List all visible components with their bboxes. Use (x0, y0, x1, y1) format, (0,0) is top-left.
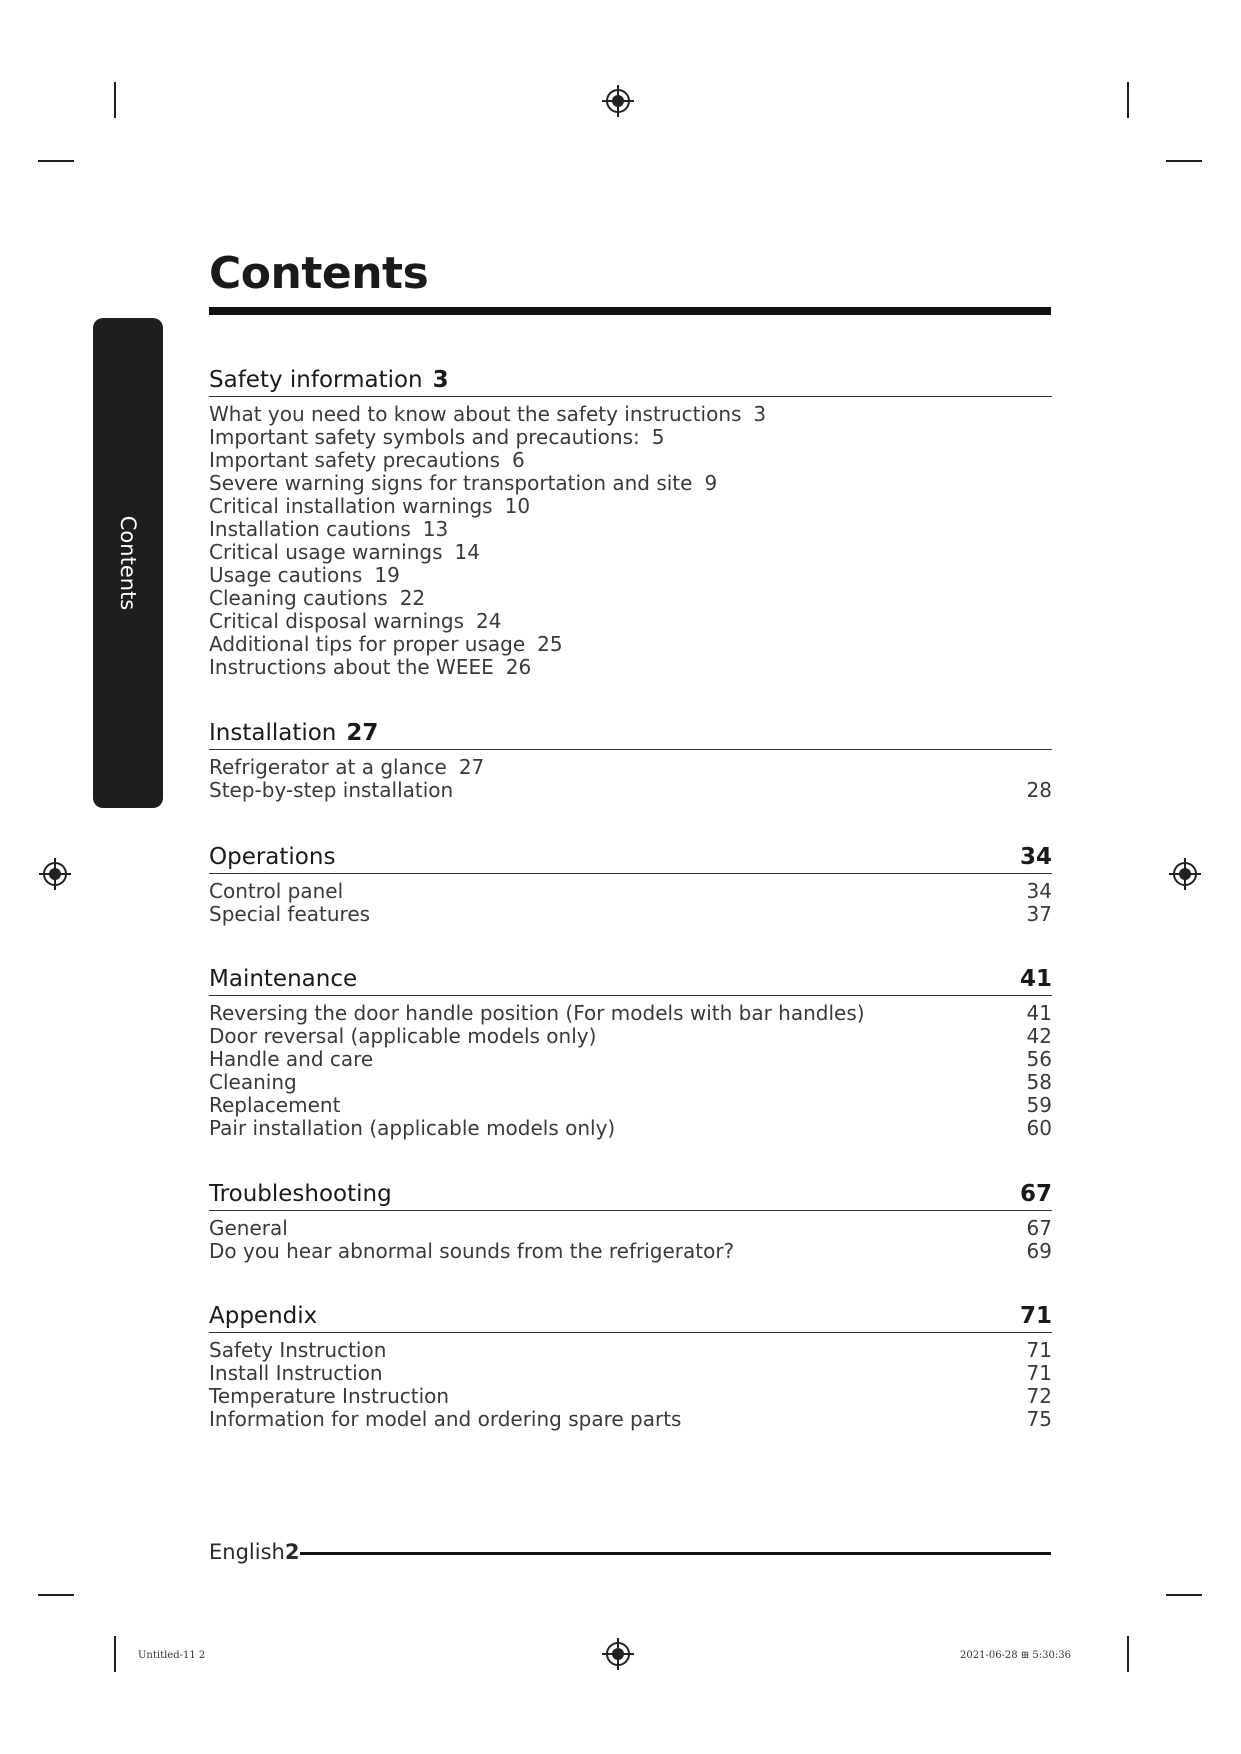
toc-section (209, 839, 1052, 926)
toc-entry[interactable] (209, 1117, 1052, 1140)
toc-entry-page: 10 (504, 494, 531, 518)
toc-entry-label: Usage cautions (209, 563, 363, 587)
toc-entry[interactable] (209, 541, 1052, 564)
toc-entry-page: 28 (1026, 778, 1052, 802)
toc-entry-page: 14 (454, 540, 480, 564)
toc-entry-page: 22 (399, 586, 426, 610)
toc-entry-label: Severe warning signs for transportation and site (209, 471, 693, 495)
toc-entry-page: 42 (1026, 1024, 1052, 1048)
section-items (209, 880, 1052, 926)
toc-entry-label: Step-by-step installation (209, 778, 454, 802)
toc-entry[interactable] (209, 449, 1052, 472)
toc-entry-page: 25 (537, 632, 563, 656)
toc-entry[interactable] (209, 756, 1052, 779)
section-header[interactable] (209, 961, 1052, 996)
toc-entry-label: Pair installation (applicable models only) (209, 1116, 616, 1140)
footer-language: English (209, 1540, 285, 1564)
toc-entry-page: 58 (1026, 1070, 1052, 1094)
toc-entry[interactable] (209, 610, 1052, 633)
toc-entry-page: 5 (651, 425, 665, 449)
toc-entry-page: 34 (1026, 879, 1052, 903)
toc-entry[interactable] (209, 779, 1052, 802)
section-title-text: Troubleshooting (209, 1181, 392, 1207)
section-title-text: Safety information (209, 367, 423, 393)
section-title (209, 720, 378, 746)
section-page-number: 27 (346, 720, 379, 746)
title-rule (209, 307, 1051, 315)
section-header[interactable] (209, 839, 1052, 874)
toc-entry-label: Installation cautions (209, 517, 411, 541)
toc-entry-page: 24 (476, 609, 502, 633)
toc-entry-page: 41 (1026, 1001, 1052, 1025)
toc-entry-page: 75 (1026, 1407, 1052, 1431)
toc-entry[interactable] (209, 1408, 1052, 1431)
section-items (209, 1217, 1052, 1263)
toc-entry-page: 72 (1026, 1384, 1052, 1408)
toc-entry-label: Control panel (209, 879, 344, 903)
section-page-number: 41 (1019, 966, 1052, 992)
section-title (209, 1181, 392, 1207)
toc-entry-label: What you need to know about the safety instructions (209, 402, 742, 426)
toc-entry[interactable] (209, 1362, 1052, 1385)
toc-entry-page: 13 (422, 517, 449, 541)
toc-entry[interactable] (209, 633, 1052, 656)
toc-entry-label: Replacement (209, 1093, 341, 1117)
footer-page-label (209, 1540, 299, 1564)
section-title (209, 367, 449, 393)
toc-entry-label: Critical usage warnings (209, 540, 443, 564)
section-title (209, 966, 357, 992)
toc-entry-label: Critical installation warnings (209, 494, 493, 518)
toc-entry[interactable] (209, 495, 1052, 518)
print-slug-date: 2021-06-28 ⊞ 5:30:36 (960, 1650, 1071, 1661)
section-header[interactable] (209, 715, 1052, 750)
crop-mark-top-right-h (1166, 160, 1202, 162)
toc-entry-label: Install Instruction (209, 1361, 383, 1385)
side-tab-label: Contents (116, 515, 140, 611)
crop-mark-top-left (114, 82, 116, 118)
section-title (209, 844, 335, 870)
toc-entry[interactable] (209, 903, 1052, 926)
page-title: Contents (209, 248, 429, 299)
toc-entry[interactable] (209, 1071, 1052, 1094)
toc-entry-label: Cleaning cautions (209, 586, 388, 610)
toc-entry[interactable] (209, 1048, 1052, 1071)
crop-mark-bottom-right (1127, 1636, 1129, 1672)
toc-entry[interactable] (209, 656, 1052, 679)
toc-entry[interactable] (209, 1339, 1052, 1362)
toc-entry[interactable] (209, 880, 1052, 903)
toc-entry[interactable] (209, 472, 1052, 495)
registration-mark-icon (601, 84, 635, 118)
footer-page-number: 2 (284, 1540, 300, 1564)
toc-entry-label: Important safety precautions (209, 448, 501, 472)
toc-entry-page: 37 (1026, 902, 1052, 926)
toc-entry-page: 26 (505, 655, 532, 679)
section-page-number: 71 (1019, 1303, 1052, 1329)
toc-entry-page: 6 (512, 448, 525, 472)
crop-mark-bottom-left-h (38, 1594, 74, 1596)
section-items (209, 1339, 1052, 1431)
toc-section (209, 961, 1052, 1140)
section-title-text: Installation (209, 720, 337, 746)
toc-section (209, 1298, 1052, 1431)
toc-entry-page: 71 (1026, 1361, 1052, 1385)
section-page-number: 34 (1019, 844, 1052, 870)
section-title-text: Maintenance (209, 966, 358, 992)
toc-entry-label: Cleaning (209, 1070, 297, 1094)
section-header[interactable] (209, 362, 1052, 397)
side-tab (93, 318, 163, 808)
toc-entry-label: Special features (209, 902, 371, 926)
print-slug-file: Untitled-11 2 (138, 1650, 206, 1661)
toc-entry[interactable] (209, 403, 1052, 426)
toc-entry-label: Safety Instruction (209, 1338, 387, 1362)
toc-section (209, 362, 1052, 679)
toc-entry[interactable] (209, 1002, 1052, 1025)
toc-section (209, 715, 1052, 802)
toc-entry-page: 27 (458, 755, 485, 779)
section-title-text: Appendix (209, 1303, 318, 1329)
toc-entry[interactable] (209, 1094, 1052, 1117)
toc-entry-label: Reversing the door handle position (For models with bar handles) (209, 1001, 865, 1025)
toc-entry[interactable] (209, 1217, 1052, 1240)
section-items (209, 756, 1052, 802)
toc-entry-label: General (209, 1216, 288, 1240)
toc-entry-label: Information for model and ordering spare parts (209, 1407, 682, 1431)
toc-entry-label: Additional tips for proper usage (209, 632, 526, 656)
toc-entry[interactable] (209, 518, 1052, 541)
toc-entry-page: 71 (1026, 1338, 1052, 1362)
registration-mark-icon (601, 1637, 635, 1671)
registration-mark-icon (1168, 857, 1202, 891)
toc-entry[interactable] (209, 1240, 1052, 1263)
toc-entry-label: Temperature Instruction (209, 1384, 450, 1408)
registration-mark-icon (38, 857, 72, 891)
toc-entry-page: 69 (1026, 1239, 1052, 1263)
toc-entry-label: Door reversal (applicable models only) (209, 1024, 597, 1048)
toc-section (209, 1176, 1052, 1263)
toc-entry-label: Refrigerator at a glance (209, 755, 447, 779)
toc-entry-page: 59 (1026, 1093, 1052, 1117)
toc-entry-label: Critical disposal warnings (209, 609, 465, 633)
toc-entry-page: 60 (1026, 1116, 1052, 1140)
crop-mark-top-left-h (38, 160, 74, 162)
toc-entry[interactable] (209, 426, 1052, 449)
toc-entry-page: 56 (1026, 1047, 1052, 1071)
section-title (209, 1303, 317, 1329)
toc-entry-page: 9 (704, 471, 718, 495)
toc-entry-page: 19 (374, 563, 400, 587)
section-header[interactable] (209, 1176, 1052, 1211)
section-items (209, 1002, 1052, 1140)
section-header[interactable] (209, 1298, 1052, 1333)
toc-entry-label: Do you hear abnormal sounds from the refrigerator? (209, 1239, 735, 1263)
crop-mark-top-right (1127, 82, 1129, 118)
crop-mark-bottom-left (114, 1636, 116, 1672)
crop-mark-bottom-right-h (1166, 1594, 1202, 1596)
toc-entry-label: Important safety symbols and precautions: (209, 425, 640, 449)
toc-entry[interactable] (209, 564, 1052, 587)
toc-entry-label: Handle and care (209, 1047, 374, 1071)
section-page-number: 3 (432, 367, 449, 393)
section-title-text: Operations (209, 844, 336, 870)
toc-entry-page: 67 (1026, 1216, 1052, 1240)
section-page-number: 67 (1019, 1181, 1052, 1207)
toc-entry-label: Instructions about the WEEE (209, 655, 494, 679)
footer-rule (300, 1552, 1051, 1555)
toc-entry[interactable] (209, 587, 1052, 610)
toc-entry[interactable] (209, 1385, 1052, 1408)
toc-entry-page: 3 (753, 402, 767, 426)
section-items (209, 403, 1052, 679)
toc-entry[interactable] (209, 1025, 1052, 1048)
